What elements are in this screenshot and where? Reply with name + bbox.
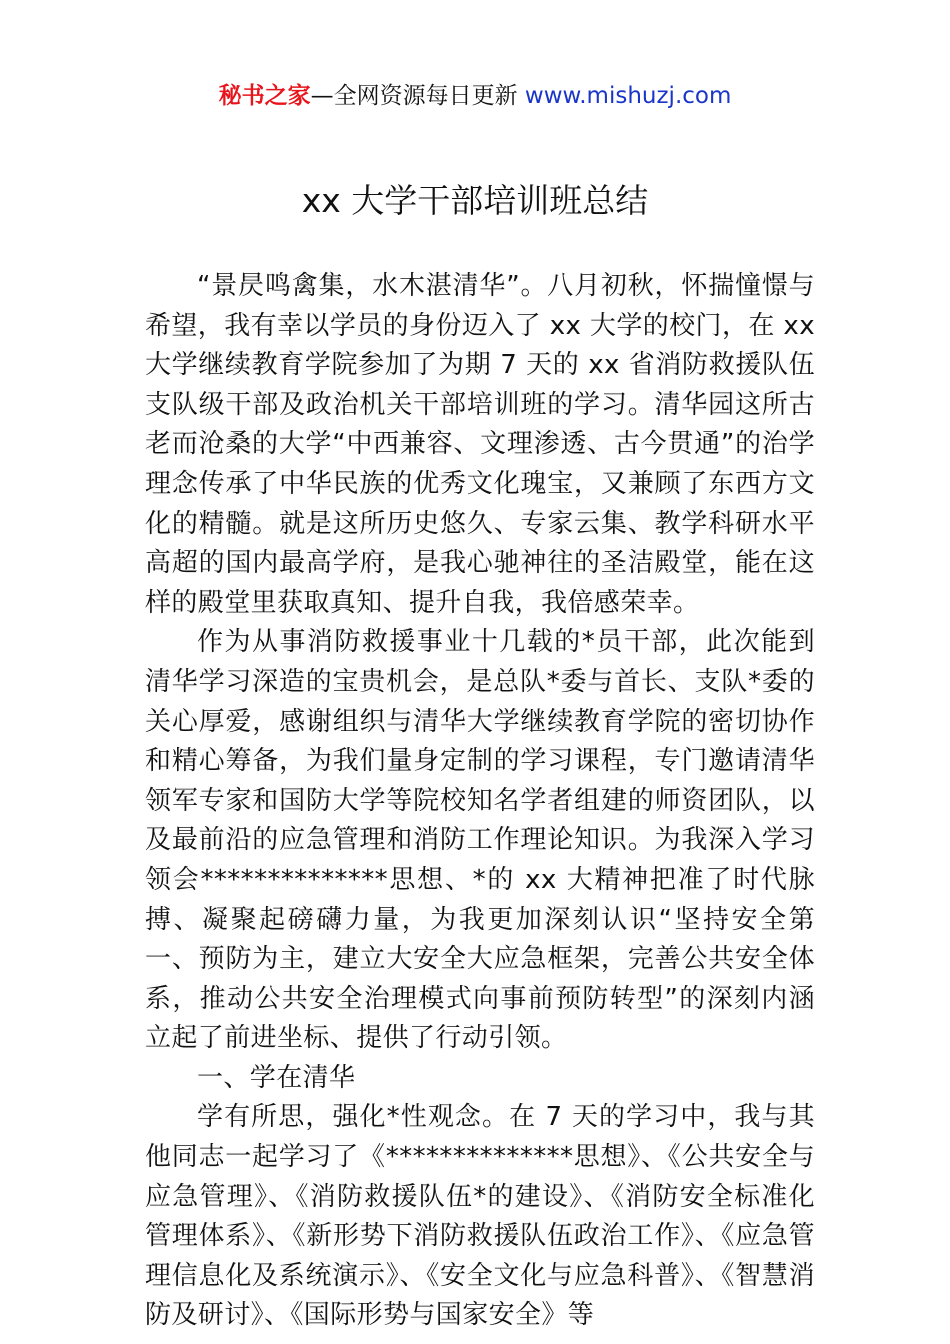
paragraph-gratitude: 作为从事消防救援事业十几载的*员干部，此次能到清华学习深造的宝贵机会，是总队*委与首长、支队*委的关心厚爱，感谢组织与清华大学继续教育学院的密切协作和精心筹备，为我们量身定制的学习课程，专门邀请清华领军专家和国防大学等院校知名学者组建的师资团队，以及最前沿的应急管理和消防工作理论知识。为我深入学习领会**************思想、*的 xx 大精神把准了时代脉搏、凝聚起磅礴力量，为我更加深刻认识“坚持安全第一、预防为主，建立大安全大应急框架，完善公共安全体系，推动公共安全治理模式向事前预防转型”的深刻内涵立起了前进坐标、提供了行动引领。 (145, 627, 815, 1054)
site-tagline: —全网资源每日更新 (310, 83, 518, 109)
paragraph-section-one: 学有所思，强化*性观念。在 7 天的学习中，我与其他同志一起学习了《**************思想》、《公共安全与应急管理》、《消防救援队伍*的建设》、《消防安全标准化管理体系》、《新形势下消防救援队伍政治工作》、《应急管理信息化及系统演示》、《安全文化与应急科普》、《智慧消防及研讨》、《国际形势与国家安全》等 (145, 1102, 815, 1331)
paragraph-intro: “景昃鸣禽集，水木湛清华”。八月初秋，怀揣憧憬与希望，我有幸以学员的身份迈入了 xx 大学的校门，在 xx 大学继续教育学院参加了为期 7 天的 xx 省消防救援队伍支队级干部及政治机关干部培训班的学习。清华园这所古老而沧桑的大学“中西兼容、文理渗透、古今贯通”的治学理念传承了中华民族的优秀文化瑰宝，又兼顾了东西方文化的精髓。就是这所历史悠久、专家云集、教学科研水平高超的国内最高学府，是我心驰神往的圣洁殿堂，能在这样的殿堂里获取真知、提升自我，我倍感荣幸。 (145, 271, 815, 618)
document-title: xx 大学干部培训班总结 (301, 181, 649, 220)
site-url-link[interactable]: www.mishuzj.com (524, 83, 732, 109)
site-header (0, 80, 950, 112)
section-heading: 一、学在清华 (197, 1062, 356, 1093)
site-brand: 秘书之家 (218, 83, 311, 109)
document-body (145, 267, 815, 1336)
